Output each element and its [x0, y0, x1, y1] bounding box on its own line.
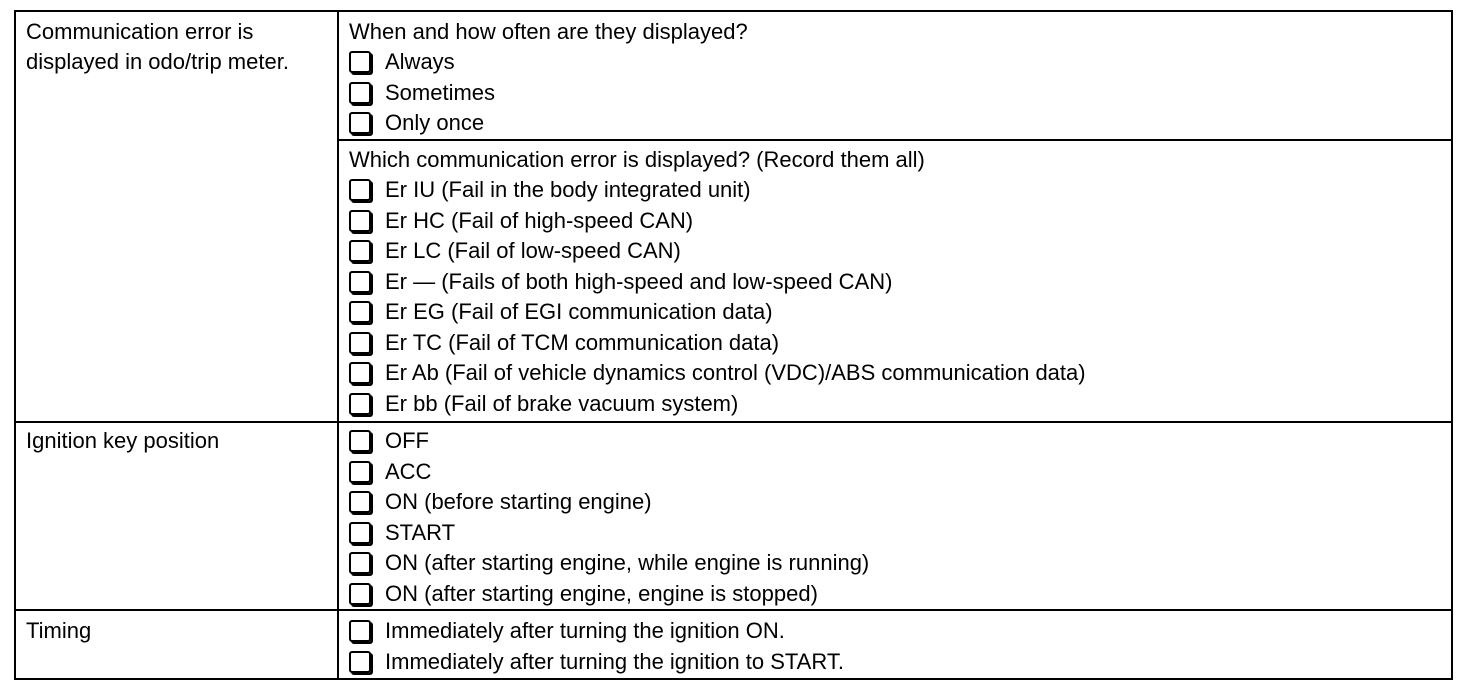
option-er-dash[interactable]: Er — (Fails of both high-speed and low-speed CAN)	[349, 267, 1441, 298]
option-er-lc[interactable]: Er LC (Fail of low-speed CAN)	[349, 236, 1441, 267]
option-after-ignition-on[interactable]: Immediately after turning the ignition ON.	[349, 616, 1441, 647]
option-on-before-start[interactable]: ON (before starting engine)	[349, 487, 1441, 518]
option-er-bb[interactable]: Er bb (Fail of brake vacuum system)	[349, 389, 1441, 420]
question-display-frequency: When and how often are they displayed?	[349, 19, 748, 44]
row-label-communication-error: Communication error is displayed in odo/trip meter.	[26, 19, 289, 74]
row-divider-1	[16, 421, 1451, 423]
option-on-engine-running[interactable]: ON (after starting engine, while engine is running)	[349, 548, 1441, 579]
checkbox-icon[interactable]	[349, 393, 371, 415]
option-sometimes[interactable]: Sometimes	[349, 78, 1441, 109]
checkbox-icon[interactable]	[349, 179, 371, 201]
checkbox-icon[interactable]	[349, 583, 371, 605]
checkbox-icon[interactable]	[349, 271, 371, 293]
checkbox-icon[interactable]	[349, 112, 371, 134]
checkbox-icon[interactable]	[349, 522, 371, 544]
checkbox-icon[interactable]	[349, 301, 371, 323]
checkbox-icon[interactable]	[349, 491, 371, 513]
option-er-iu[interactable]: Er IU (Fail in the body integrated unit)	[349, 175, 1441, 206]
group-timing	[349, 616, 1441, 677]
checkbox-icon[interactable]	[349, 51, 371, 73]
option-acc[interactable]: ACC	[349, 457, 1441, 488]
option-er-eg[interactable]: Er EG (Fail of EGI communication data)	[349, 297, 1441, 328]
option-er-tc[interactable]: Er TC (Fail of TCM communication data)	[349, 328, 1441, 359]
question-error-type: Which communication error is displayed? (Record them all)	[349, 147, 925, 172]
row-label-ignition-key: Ignition key position	[26, 428, 220, 453]
checkbox-icon[interactable]	[349, 240, 371, 262]
checkbox-icon[interactable]	[349, 430, 371, 452]
diagnosis-form-table	[14, 10, 1453, 680]
column-divider	[337, 12, 339, 678]
checkbox-icon[interactable]	[349, 82, 371, 104]
checkbox-icon[interactable]	[349, 362, 371, 384]
checkbox-icon[interactable]	[349, 552, 371, 574]
group-error-type	[349, 145, 1441, 419]
row-divider-1a	[337, 139, 1451, 141]
checkbox-icon[interactable]	[349, 461, 371, 483]
group-ignition-key	[349, 426, 1441, 609]
option-off[interactable]: OFF	[349, 426, 1441, 457]
checkbox-icon[interactable]	[349, 651, 371, 673]
checkbox-icon[interactable]	[349, 620, 371, 642]
group-display-frequency	[349, 17, 1441, 139]
option-after-ignition-start[interactable]: Immediately after turning the ignition to START.	[349, 647, 1441, 678]
option-er-ab[interactable]: Er Ab (Fail of vehicle dynamics control (VDC)/ABS communication data)	[349, 358, 1441, 389]
option-er-hc[interactable]: Er HC (Fail of high-speed CAN)	[349, 206, 1441, 237]
checkbox-icon[interactable]	[349, 210, 371, 232]
option-always[interactable]: Always	[349, 47, 1441, 78]
row-label-timing: Timing	[26, 618, 92, 643]
row-divider-2	[16, 609, 1451, 611]
option-only-once[interactable]: Only once	[349, 108, 1441, 139]
option-start[interactable]: START	[349, 518, 1441, 549]
checkbox-icon[interactable]	[349, 332, 371, 354]
option-on-engine-stopped[interactable]: ON (after starting engine, engine is stopped)	[349, 579, 1441, 610]
